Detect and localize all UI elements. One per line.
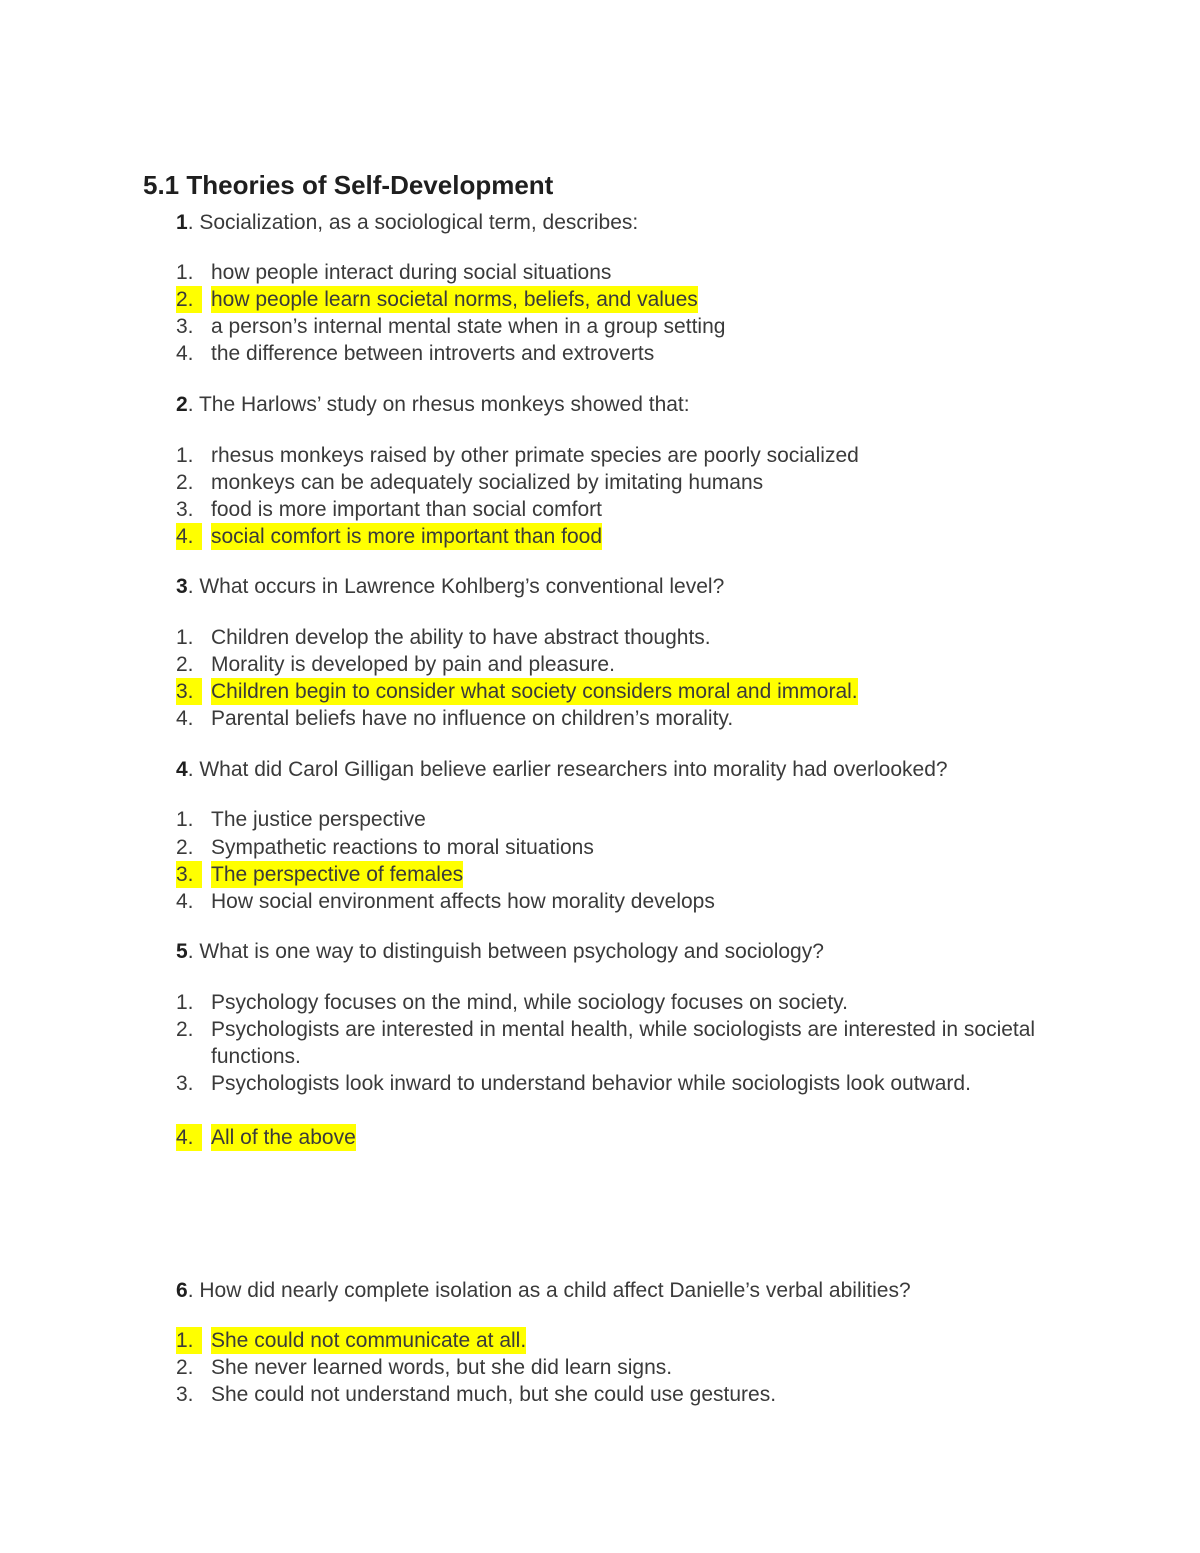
option-number: 3. <box>176 315 194 338</box>
option-number: 2. <box>176 653 194 676</box>
question-text: . How did nearly complete isolation as a child affect Danielle’s verbal abilities? <box>187 1279 911 1302</box>
option-number: 3. <box>176 861 202 888</box>
option-text: Parental beliefs have no influence on children’s morality. <box>211 707 734 730</box>
question-number: 1 <box>176 211 188 234</box>
option-number: 1. <box>176 261 194 284</box>
question-6 <box>176 1277 911 1304</box>
question-5 <box>176 938 824 965</box>
option-number: 2. <box>176 1356 194 1379</box>
option-text: Psychologists are interested in mental health, while sociologists are interested in societal functions. <box>211 1018 1036 1068</box>
question-4 <box>176 756 948 783</box>
option-number: 1. <box>176 991 194 1014</box>
option-text: How social environment affects how morality develops <box>211 890 715 913</box>
option-number: 2. <box>176 836 194 859</box>
question-number: 3 <box>176 575 188 598</box>
question-2 <box>176 391 690 418</box>
question-text: . What occurs in Lawrence Kohlberg’s conventional level? <box>187 575 725 598</box>
option-number: 2. <box>176 286 202 313</box>
option-text: monkeys can be adequately socialized by imitating humans <box>211 471 764 494</box>
option-number: 1. <box>176 1327 202 1354</box>
option-text: She never learned words, but she did learn signs. <box>211 1356 673 1379</box>
option-number: 4. <box>176 890 194 913</box>
option-text: rhesus monkeys raised by other primate species are poorly socialized <box>211 444 859 467</box>
question-number: 4 <box>176 758 188 781</box>
question-1 <box>176 209 638 236</box>
option-number: 4. <box>176 1124 202 1151</box>
option-text: social comfort is more important than food <box>211 525 603 548</box>
option-text: Sympathetic reactions to moral situations <box>211 836 594 859</box>
question-text: . What is one way to distinguish between psychology and sociology? <box>187 940 824 963</box>
option-number: 1. <box>176 808 194 831</box>
option-text: Children begin to consider what society considers moral and immoral. <box>211 680 858 703</box>
option-number: 4. <box>176 707 194 730</box>
option-number: 2. <box>176 471 194 494</box>
question-3 <box>176 573 724 600</box>
option-text: Psychologists look inward to understand behavior while sociologists look outward. <box>211 1072 971 1095</box>
option-number: 3. <box>176 498 194 521</box>
option-text: She could not understand much, but she could use gestures. <box>211 1383 777 1406</box>
option-text: The justice perspective <box>211 808 426 831</box>
option-number: 1. <box>176 626 194 649</box>
option-number: 4. <box>176 342 194 365</box>
question-text: . The Harlows’ study on rhesus monkeys showed that: <box>187 393 690 416</box>
option-text: All of the above <box>211 1126 356 1149</box>
option-text: Morality is developed by pain and pleasure. <box>211 653 615 676</box>
option-number: 3. <box>176 1383 194 1406</box>
option-text: the difference between introverts and extroverts <box>211 342 655 365</box>
question-text: . Socialization, as a sociological term, describes: <box>187 211 639 234</box>
option-text: how people learn societal norms, beliefs, and values <box>211 288 698 311</box>
section-title: 5.1 Theories of Self-Development <box>143 170 554 200</box>
option-text: Children develop the ability to have abstract thoughts. <box>211 626 711 649</box>
option-text: how people interact during social situations <box>211 261 612 284</box>
option-number: 3. <box>176 1072 194 1095</box>
option-number: 1. <box>176 444 194 467</box>
option-number: 3. <box>176 678 202 705</box>
option-text: The perspective of females <box>211 863 464 886</box>
option-number: 4. <box>176 523 202 550</box>
option-text: Psychology focuses on the mind, while sociology focuses on society. <box>211 991 848 1014</box>
option-number: 2. <box>176 1018 194 1041</box>
question-text: . What did Carol Gilligan believe earlier researchers into morality had overlooked? <box>187 758 948 781</box>
option-text: She could not communicate at all. <box>211 1329 527 1352</box>
question-number: 2 <box>176 393 188 416</box>
option-text: a person’s internal mental state when in a group setting <box>211 315 726 338</box>
question-number: 6 <box>176 1279 188 1302</box>
question-number: 5 <box>176 940 188 963</box>
option-text: food is more important than social comfort <box>211 498 603 521</box>
